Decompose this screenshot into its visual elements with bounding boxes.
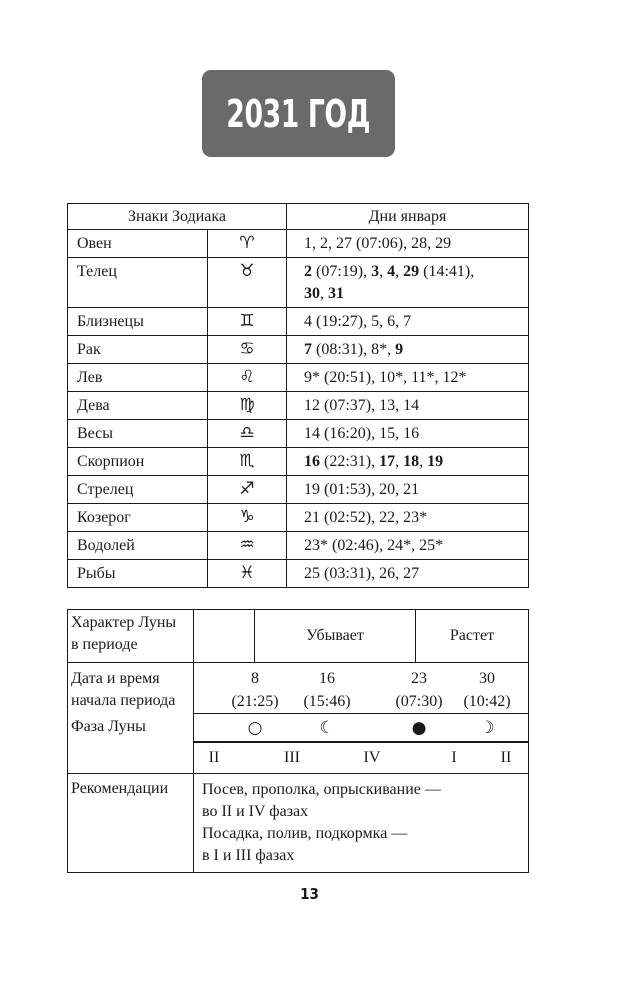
character-label-line-2: в периоде xyxy=(71,636,138,653)
quarter-4: I xyxy=(451,749,457,766)
date-4-day: 30 xyxy=(479,670,495,687)
zodiac-row xyxy=(68,230,529,258)
zodiac-body xyxy=(68,230,529,588)
zodiac-sign-icon: ♑︎ xyxy=(208,504,287,532)
zodiac-row xyxy=(68,258,529,308)
zodiac-table xyxy=(67,203,529,588)
phase-label: Фаза Луны xyxy=(68,714,194,743)
sign-name: Лев xyxy=(68,364,208,392)
sign-days: 1, 2, 27 (07:06), 28, 29 xyxy=(287,230,529,258)
year-title: 2031 ГОД xyxy=(226,91,371,136)
zodiac-row xyxy=(68,308,529,336)
sign-days: 14 (16:20), 15, 16 xyxy=(287,420,529,448)
zodiac-sign-icon: ♉︎ xyxy=(208,258,287,308)
zodiac-row xyxy=(68,504,529,532)
new-moon-icon: ● xyxy=(411,718,427,738)
recommendations-row xyxy=(68,774,529,873)
zodiac-sign-icon: ♈︎ xyxy=(208,230,287,258)
quarter-5: II xyxy=(500,749,512,766)
zodiac-row xyxy=(68,336,529,364)
sign-name: Рак xyxy=(68,336,208,364)
sign-name: Водолей xyxy=(68,532,208,560)
sign-name: Стрелец xyxy=(68,476,208,504)
page-number: 13 xyxy=(300,885,319,903)
rec-label: Рекомендации xyxy=(68,774,194,873)
rec-line-2: во II и IV фазах xyxy=(202,803,309,820)
sign-name: Весы xyxy=(68,420,208,448)
phase-cell xyxy=(194,714,529,743)
zodiac-sign-icon: ♌︎ xyxy=(208,364,287,392)
quarter-1: II xyxy=(208,749,220,766)
date-cell xyxy=(194,663,529,714)
date-row xyxy=(68,663,529,714)
character-label-line-1: Характер Луны xyxy=(71,614,177,631)
date-1-time: (21:25) xyxy=(231,693,279,710)
character-row xyxy=(68,610,529,663)
sign-days: 7 (08:31), 8*, 9 xyxy=(287,336,529,364)
date-label xyxy=(68,663,194,714)
sign-days: 4 (19:27), 5, 6, 7 xyxy=(287,308,529,336)
phase-row xyxy=(68,714,529,743)
zodiac-row xyxy=(68,448,529,476)
zodiac-sign-icon: ♊︎ xyxy=(208,308,287,336)
sign-days: 9* (20:51), 10*, 11*, 12* xyxy=(287,364,529,392)
date-3 xyxy=(389,667,449,713)
date-2-time: (15:46) xyxy=(303,693,351,710)
zodiac-sign-icon: ♓︎ xyxy=(208,560,287,588)
zodiac-sign-icon: ♎︎ xyxy=(208,420,287,448)
date-3-time: (07:30) xyxy=(395,693,443,710)
full-moon-icon: ○ xyxy=(247,718,263,738)
character-label xyxy=(68,610,194,663)
waning-cell: Убывает xyxy=(255,610,416,663)
sign-days: 12 (07:37), 13, 14 xyxy=(287,392,529,420)
zodiac-sign-icon: ♏︎ xyxy=(208,448,287,476)
rec-line-3: Посадка, полив, подкормка — xyxy=(202,825,408,842)
date-4 xyxy=(457,667,517,713)
date-1 xyxy=(225,667,285,713)
first-quarter-icon: ☽ xyxy=(479,718,495,738)
col-days-header: Дни января xyxy=(287,204,529,230)
date-2 xyxy=(297,667,357,713)
sign-name: Скорпион xyxy=(68,448,208,476)
zodiac-header-row xyxy=(68,204,529,230)
zodiac-row xyxy=(68,476,529,504)
zodiac-sign-icon: ♐︎ xyxy=(208,476,287,504)
quarter-2: III xyxy=(284,749,300,766)
last-quarter-icon: ☾ xyxy=(319,718,335,738)
sign-name: Овен xyxy=(68,230,208,258)
zodiac-row xyxy=(68,420,529,448)
sign-name: Близнецы xyxy=(68,308,208,336)
date-4-time: (10:42) xyxy=(463,693,511,710)
zodiac-row xyxy=(68,560,529,588)
waxing-cell: Растет xyxy=(416,610,529,663)
sign-days: 23* (02:46), 24*, 25* xyxy=(287,532,529,560)
quarter-label-empty xyxy=(68,743,194,774)
sign-name: Рыбы xyxy=(68,560,208,588)
rec-line-4: в I и III фазах xyxy=(202,847,295,864)
quarter-row xyxy=(68,743,529,774)
zodiac-sign-icon: ♍︎ xyxy=(208,392,287,420)
rec-line-1: Посев, прополка, опрыскивание — xyxy=(202,781,441,798)
sign-days: 19 (01:53), 20, 21 xyxy=(287,476,529,504)
character-empty-cell xyxy=(194,610,255,663)
date-1-day: 8 xyxy=(251,670,259,687)
zodiac-sign-icon: ♒︎ xyxy=(208,532,287,560)
quarter-3: IV xyxy=(363,749,381,766)
zodiac-row xyxy=(68,364,529,392)
sign-days: 16 (22:31), 17, 18, 19 xyxy=(287,448,529,476)
sign-days: 2 (07:19), 3, 4, 29 (14:41), 30, 31 xyxy=(287,258,529,308)
sign-days: 21 (02:52), 22, 23* xyxy=(287,504,529,532)
moon-table xyxy=(67,609,529,873)
sign-days: 25 (03:31), 26, 27 xyxy=(287,560,529,588)
year-title-box xyxy=(202,70,395,157)
sign-name: Козерог xyxy=(68,504,208,532)
zodiac-sign-icon: ♋︎ xyxy=(208,336,287,364)
sign-name: Телец xyxy=(68,258,208,308)
rec-cell xyxy=(194,774,529,873)
zodiac-row xyxy=(68,532,529,560)
sign-name: Дева xyxy=(68,392,208,420)
col-sign-header: Знаки Зодиака xyxy=(68,204,287,230)
zodiac-row xyxy=(68,392,529,420)
date-label-line-2: начала периода xyxy=(71,692,176,709)
date-3-day: 23 xyxy=(411,670,427,687)
date-label-line-1: Дата и время xyxy=(71,670,160,687)
date-2-day: 16 xyxy=(319,670,335,687)
quarter-cell xyxy=(194,743,529,774)
